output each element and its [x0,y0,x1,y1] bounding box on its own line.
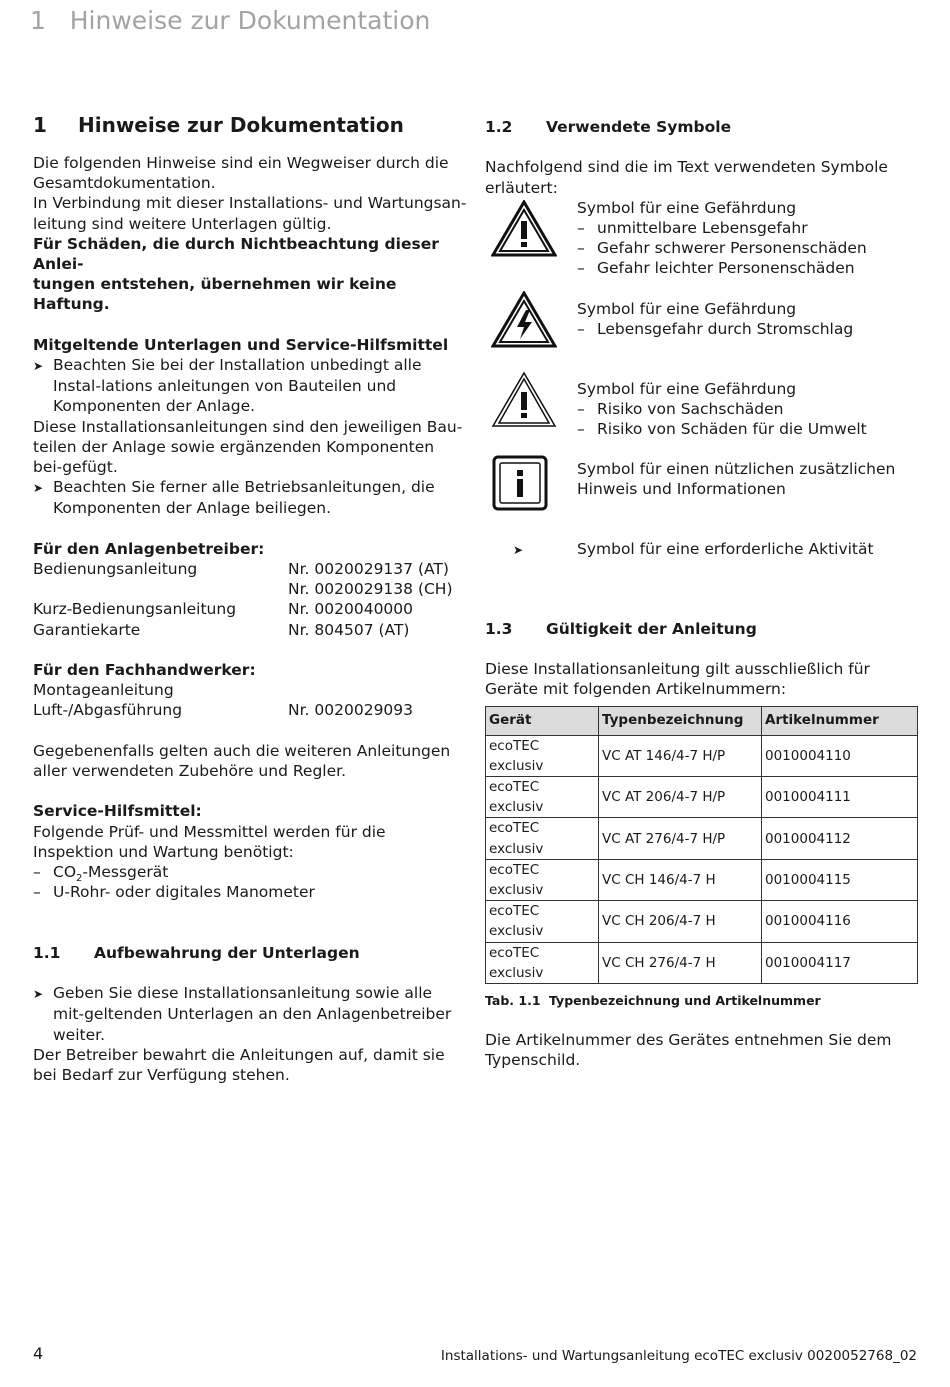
symbol-title: Symbol für einen nützlichen zusätzlichen Hinweis und Informationen [577,459,896,498]
storage-paragraph: Der Betreiber bewahrt die Anleitungen auf, damit sie bei Bedarf zur Verfügung stehen. [33,1045,445,1085]
column-header: Typenbezeichnung [599,706,762,735]
section-title: Gültigkeit der Anleitung [546,619,757,638]
section-number: 1.1 [33,943,61,962]
table-header-row [486,706,918,735]
section-number: 1.2 [485,118,513,136]
symbol-electric [485,299,919,379]
symbol-item: – unmittelbare Lebensgefahr [577,218,919,238]
table-cell: ecoTEC exclusiv [486,818,599,859]
action-bullet: ➤ Geben Sie diese Installationsanleitung sowie alle mit-geltenden Unterlagen an den Anlagenbetreiber weiter. [33,983,468,1045]
symbol-item: – Lebensgefahr durch Stromschlag [577,319,919,339]
related-docs-heading: Mitgeltende Unterlagen und Service-Hilfsmittel [33,335,449,354]
section-1-3-heading [485,619,919,639]
symbol-item: – Gefahr leichter Personenschäden [577,258,919,278]
doc-name: Luft-/Abgasführung [33,701,183,720]
table-cell: ecoTEC exclusiv [486,777,599,818]
intro-line: Die folgenden Hinweise sind ein Wegweiser durch die [33,154,449,172]
doc-row [33,599,468,619]
symbol-item: – Gefahr schwerer Personenschäden [577,238,919,258]
table-cell: 0010004112 [762,818,918,859]
section-1-heading [33,110,468,140]
action-bullet: ➤ Beachten Sie bei der Installation unbedingt alle Instal-lations anleitungen von Bauteilen und Komponenten der Anlage. [33,355,468,417]
doc-name: Montageanleitung [33,681,174,700]
liability-line: Für Schäden, die durch Nichtbeachtung dieser Anlei- [33,234,439,274]
table-cell: VC CH 146/4-7 H [599,859,762,900]
table-row [486,901,918,942]
caution-triangle-icon [485,379,577,459]
symbol-danger [485,198,919,299]
action-bullet: ➤ Beachten Sie ferner alle Betriebsanleitungen, die Komponenten der Anlage beiliegen. [33,477,468,518]
co2-subscript: 2 [76,873,83,885]
operator-heading: Für den Anlagenbetreiber: [33,539,265,558]
running-header: 1 Hinweise zur Dokumentation [30,6,431,35]
table-row [486,942,918,983]
section-number: 1 [33,113,47,137]
section-title: Aufbewahrung der Unterlagen [94,943,360,962]
section-1-2-heading [485,117,919,137]
symbol-title: Symbol für eine Gefährdung [577,198,797,217]
section-title: Verwendete Symbole [546,118,732,136]
section-number: 1.3 [485,619,513,638]
info-icon [485,459,577,539]
table-cell: ecoTEC exclusiv [486,735,599,776]
footer-document-title: Installations- und Wartungsanleitung ecoTEC exclusiv 0020052768_02 [440,1348,917,1364]
table-row [486,777,918,818]
validity-intro: Diese Installationsanleitung gilt ausschließlich für Geräte mit folgenden Artikelnummern: [485,660,870,699]
table-cell: VC AT 146/4-7 H/P [599,735,762,776]
symbol-info [485,459,919,539]
article-table [485,706,918,984]
symbols-intro: Nachfolgend sind die im Text verwendeten Symbole erläutert: [485,158,888,197]
table-cell: 0010004111 [762,777,918,818]
doc-number: Nr. 0020029138 (CH) [288,580,453,599]
table-cell: 0010004117 [762,942,918,983]
symbol-item: – Risiko von Schäden für die Umwelt [577,419,919,439]
table-cell: 0010004110 [762,735,918,776]
service-intro: Folgende Prüf- und Messmittel werden für die Inspektion und Wartung benötigt: [33,822,386,861]
danger-triangle-icon [485,198,577,299]
doc-row [33,620,468,640]
table-caption [485,992,919,1010]
section-title: Hinweise zur Dokumentation [78,113,404,137]
left-column [33,110,468,1085]
doc-name: Kurz-Bedienungsanleitung [33,600,237,619]
table-row [486,818,918,859]
table-cell: 0010004116 [762,901,918,942]
symbol-title: Symbol für eine Gefährdung [577,379,797,398]
doc-name: Garantiekarte [33,620,141,639]
doc-number: Nr. 0020029137 (AT) [288,560,449,579]
table-cell: VC CH 276/4-7 H [599,942,762,983]
installer-heading: Für den Fachhandwerker: [33,661,256,680]
arrow-icon: ➤ [513,542,524,557]
doc-row [33,700,468,720]
co2-text: CO [53,863,77,882]
doc-number: Nr. 0020029093 [288,701,414,720]
symbol-item: – Risiko von Sachschäden [577,399,919,419]
table-cell: ecoTEC exclusiv [486,901,599,942]
doc-row [33,680,468,700]
doc-row [33,559,468,579]
symbol-title: Symbol für eine erforderliche Aktivität [577,539,874,558]
electric-shock-icon [485,299,577,379]
intro-line: In Verbindung mit dieser Installations- und Wartungsan- [33,194,467,213]
service-heading: Service-Hilfsmittel: [33,802,202,821]
caption-number: Tab. 1.1 [485,993,541,1009]
section-1-1-heading [33,943,468,963]
table-row [486,735,918,776]
table-cell: ecoTEC exclusiv [486,859,599,900]
co2-suffix: -Messgerät [82,863,169,882]
doc-row [33,579,468,599]
attached-paragraph: Diese Installationsanleitungen sind den jeweiligen Bau-teilen der Anlage sowie ergänzenden Komponenten bei-gefügt. [33,417,463,477]
symbol-title: Symbol für eine Gefährdung [577,299,797,318]
caption-text: Typenbezeichnung und Artikelnummer [549,993,821,1009]
column-header: Gerät [486,706,599,735]
column-header: Artikelnummer [762,706,918,735]
symbol-caution [485,379,919,459]
doc-name: Bedienungsanleitung [33,560,198,579]
table-cell: VC CH 206/4-7 H [599,901,762,942]
article-number-paragraph: Die Artikelnummer des Gerätes entnehmen Sie dem Typenschild. [485,1031,892,1070]
further-paragraph: Gegebenenfalls gelten auch die weiteren Anleitungen aller verwendeten Zubehöre und Regler. [33,741,451,781]
table-cell: 0010004115 [762,859,918,900]
symbol-action [485,539,919,619]
doc-number: Nr. 0020040000 [288,600,414,619]
service-item-co2 [33,862,468,885]
intro-line: leitung sind weitere Unterlagen gültig. [33,214,332,233]
service-item-manometer: – U-Rohr- oder digitales Manometer [33,882,468,902]
intro-line: Gesamtdokumentation. [33,174,216,193]
table-row [486,859,918,900]
doc-name [33,579,288,599]
table-cell: ecoTEC exclusiv [486,942,599,983]
page-number: 4 [33,1344,44,1363]
table-cell: VC AT 206/4-7 H/P [599,777,762,818]
table-cell: VC AT 276/4-7 H/P [599,818,762,859]
liability-line: tungen entstehen, übernehmen wir keine Haftung. [33,275,397,314]
right-column [485,117,919,1071]
doc-number: Nr. 804507 (AT) [288,620,410,639]
